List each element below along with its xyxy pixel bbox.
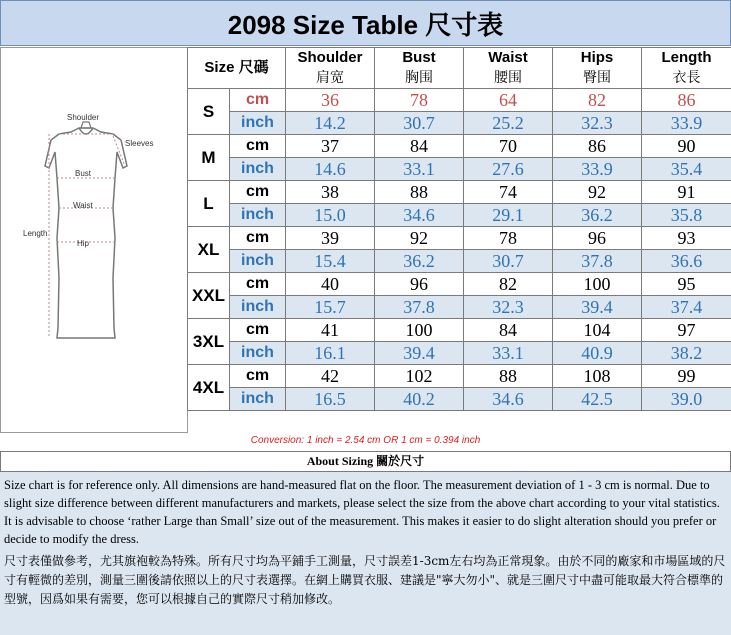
size-table [187,47,731,411]
size-label: M [188,135,230,181]
cell-cm-value: 37 [286,135,375,158]
cell-inch-value: 36.2 [553,204,642,227]
dress-diagram-panel [0,47,188,433]
unit-label-inch: inch [230,296,286,319]
cell-inch-value: 14.2 [286,112,375,135]
cell-cm-value: 74 [464,181,553,204]
cell-cm-value: 70 [464,135,553,158]
cell-inch-value: 15.4 [286,250,375,273]
cell-cm-value: 102 [375,365,464,388]
cell-cm-value: 96 [375,273,464,296]
cell-cm-value: 84 [464,319,553,342]
cell-cm-value: 88 [464,365,553,388]
cell-cm-value: 78 [464,227,553,250]
cell-cm-value: 96 [553,227,642,250]
cell-cm-value: 42 [286,365,375,388]
cell-inch-value: 37.4 [642,296,731,319]
cell-inch-value: 33.1 [375,158,464,181]
table-row [188,158,731,181]
size-label: XL [188,227,230,273]
diagram-label-length: Length [23,229,48,238]
cell-inch-value: 42.5 [553,388,642,411]
cell-inch-value: 34.6 [375,204,464,227]
table-row [188,112,731,135]
unit-label-inch: inch [230,388,286,411]
cell-inch-value: 34.6 [464,388,553,411]
cell-cm-value: 82 [553,89,642,112]
cell-inch-value: 25.2 [464,112,553,135]
sizing-notes-chinese: 尺寸表僅做參考，尤其旗袍較為特殊。所有尺寸均為平鋪手工測量，尺寸誤差1-3cm左右均為正常現象。由於不同的廠家和市場區域的尺寸有輕微的差別，測量三圍後請依照以上的尺寸表選擇。在網上購買衣服、建議是"寧大勿小"、就是三圍尺寸中盡可能取最大符合標準的型號，因爲如果有需要，您可以根據自己的實際尺寸稍加修改。 [4,554,726,606]
table-row [188,89,731,112]
unit-label-inch: inch [230,342,286,365]
column-header-en: Shoulder [297,49,363,66]
cell-cm-value: 82 [464,273,553,296]
cell-inch-value: 40.2 [375,388,464,411]
diagram-label-sleeves: Sleeves [125,139,154,148]
table-row [188,342,731,365]
qipao-dress-diagram [1,48,187,432]
column-header-en: Hips [580,49,614,66]
table-row [188,273,731,296]
unit-label-cm: cm [230,89,286,112]
cell-inch-value: 35.8 [642,204,731,227]
unit-label-inch: inch [230,204,286,227]
cell-cm-value: 86 [553,135,642,158]
diagram-label-shoulder: Shoulder [67,113,100,122]
cell-inch-value: 33.9 [553,158,642,181]
cell-inch-value: 16.1 [286,342,375,365]
cell-inch-value: 39.0 [642,388,731,411]
cell-inch-value: 39.4 [553,296,642,319]
cell-inch-value: 29.1 [464,204,553,227]
column-header-zh: 衣長 [672,70,701,86]
cell-cm-value: 78 [375,89,464,112]
cell-cm-value: 38 [286,181,375,204]
cell-inch-value: 39.4 [375,342,464,365]
size-label: L [188,181,230,227]
cell-inch-value: 30.7 [464,250,553,273]
unit-label-cm: cm [230,273,286,296]
column-header-en: Waist [488,49,528,66]
unit-label-inch: inch [230,112,286,135]
unit-label-cm: cm [230,227,286,250]
title-bar [0,0,731,46]
unit-label-cm: cm [230,181,286,204]
cell-inch-value: 35.4 [642,158,731,181]
cell-cm-value: 100 [553,273,642,296]
size-label: 4XL [188,365,230,411]
column-header-zh: 胸围 [405,70,433,86]
table-row [188,388,731,411]
unit-label-inch: inch [230,158,286,181]
table-row [188,204,731,227]
column-header-length [642,48,731,89]
diagram-label-hip: Hip [77,239,90,248]
size-label: S [188,89,230,135]
table-header-row [188,48,731,89]
cell-inch-value: 14.6 [286,158,375,181]
column-header-zh: 臀围 [583,70,611,86]
cell-cm-value: 99 [642,365,731,388]
cell-cm-value: 108 [553,365,642,388]
column-header-shoulder [286,48,375,89]
column-header-hips [553,48,642,89]
column-header-zh: 腰围 [494,70,522,86]
cell-inch-value: 38.2 [642,342,731,365]
cell-inch-value: 36.2 [375,250,464,273]
cell-cm-value: 86 [642,89,731,112]
table-row [188,181,731,204]
page-title: 2098 Size Table 尺寸表 [227,9,504,40]
cell-cm-value: 100 [375,319,464,342]
diagram-label-waist: Waist [73,201,93,210]
cell-inch-value: 15.7 [286,296,375,319]
cell-cm-value: 64 [464,89,553,112]
table-row [188,319,731,342]
cell-cm-value: 90 [642,135,731,158]
cell-cm-value: 40 [286,273,375,296]
column-header-en: Bust [402,49,436,66]
sizing-notes [0,472,731,635]
cell-inch-value: 33.9 [642,112,731,135]
column-header-zh: 肩宽 [316,70,344,86]
cell-inch-value: 27.6 [464,158,553,181]
cell-cm-value: 97 [642,319,731,342]
cell-cm-value: 93 [642,227,731,250]
cell-inch-value: 37.8 [553,250,642,273]
cell-inch-value: 32.3 [464,296,553,319]
cell-cm-value: 95 [642,273,731,296]
column-header-en: Length [661,49,712,66]
cell-inch-value: 32.3 [553,112,642,135]
cell-inch-value: 15.0 [286,204,375,227]
cell-cm-value: 91 [642,181,731,204]
size-label: XXL [188,273,230,319]
sizing-notes-english: Size chart is for reference only. All dimensions are hand-measured flat on the floor. The measurement deviation of 1 - 3 cm is normal. Due to slight size difference between different manufacturers and markets, please select the size from the above chart according to your vital statistics. It is advisable to choose ‘rather Large than Small’ size out of the measurement. This makes it easier to do slight alteration should you prefer or decide to modify the dress. [4,478,720,546]
size-header-label: Size 尺碼 [204,59,269,76]
table-row [188,365,731,388]
column-header-waist [464,48,553,89]
about-sizing-heading: About Sizing 關於尺寸 [0,451,731,472]
unit-label-inch: inch [230,250,286,273]
size-header-cell [188,48,286,89]
cell-cm-value: 92 [375,227,464,250]
cell-inch-value: 33.1 [464,342,553,365]
cell-cm-value: 88 [375,181,464,204]
cell-cm-value: 39 [286,227,375,250]
cell-inch-value: 36.6 [642,250,731,273]
cell-inch-value: 37.8 [375,296,464,319]
cell-cm-value: 41 [286,319,375,342]
cell-cm-value: 84 [375,135,464,158]
cell-cm-value: 104 [553,319,642,342]
unit-label-cm: cm [230,319,286,342]
unit-label-cm: cm [230,365,286,388]
table-row [188,227,731,250]
table-row [188,135,731,158]
unit-label-cm: cm [230,135,286,158]
column-header-bust [375,48,464,89]
cell-cm-value: 36 [286,89,375,112]
cell-inch-value: 16.5 [286,388,375,411]
size-label: 3XL [188,319,230,365]
table-row [188,296,731,319]
cell-inch-value: 40.9 [553,342,642,365]
diagram-label-bust: Bust [75,169,92,178]
conversion-note: Conversion: 1 inch = 2.54 cm OR 1 cm = 0.394 inch [250,435,481,446]
table-row [188,250,731,273]
cell-inch-value: 30.7 [375,112,464,135]
cell-cm-value: 92 [553,181,642,204]
